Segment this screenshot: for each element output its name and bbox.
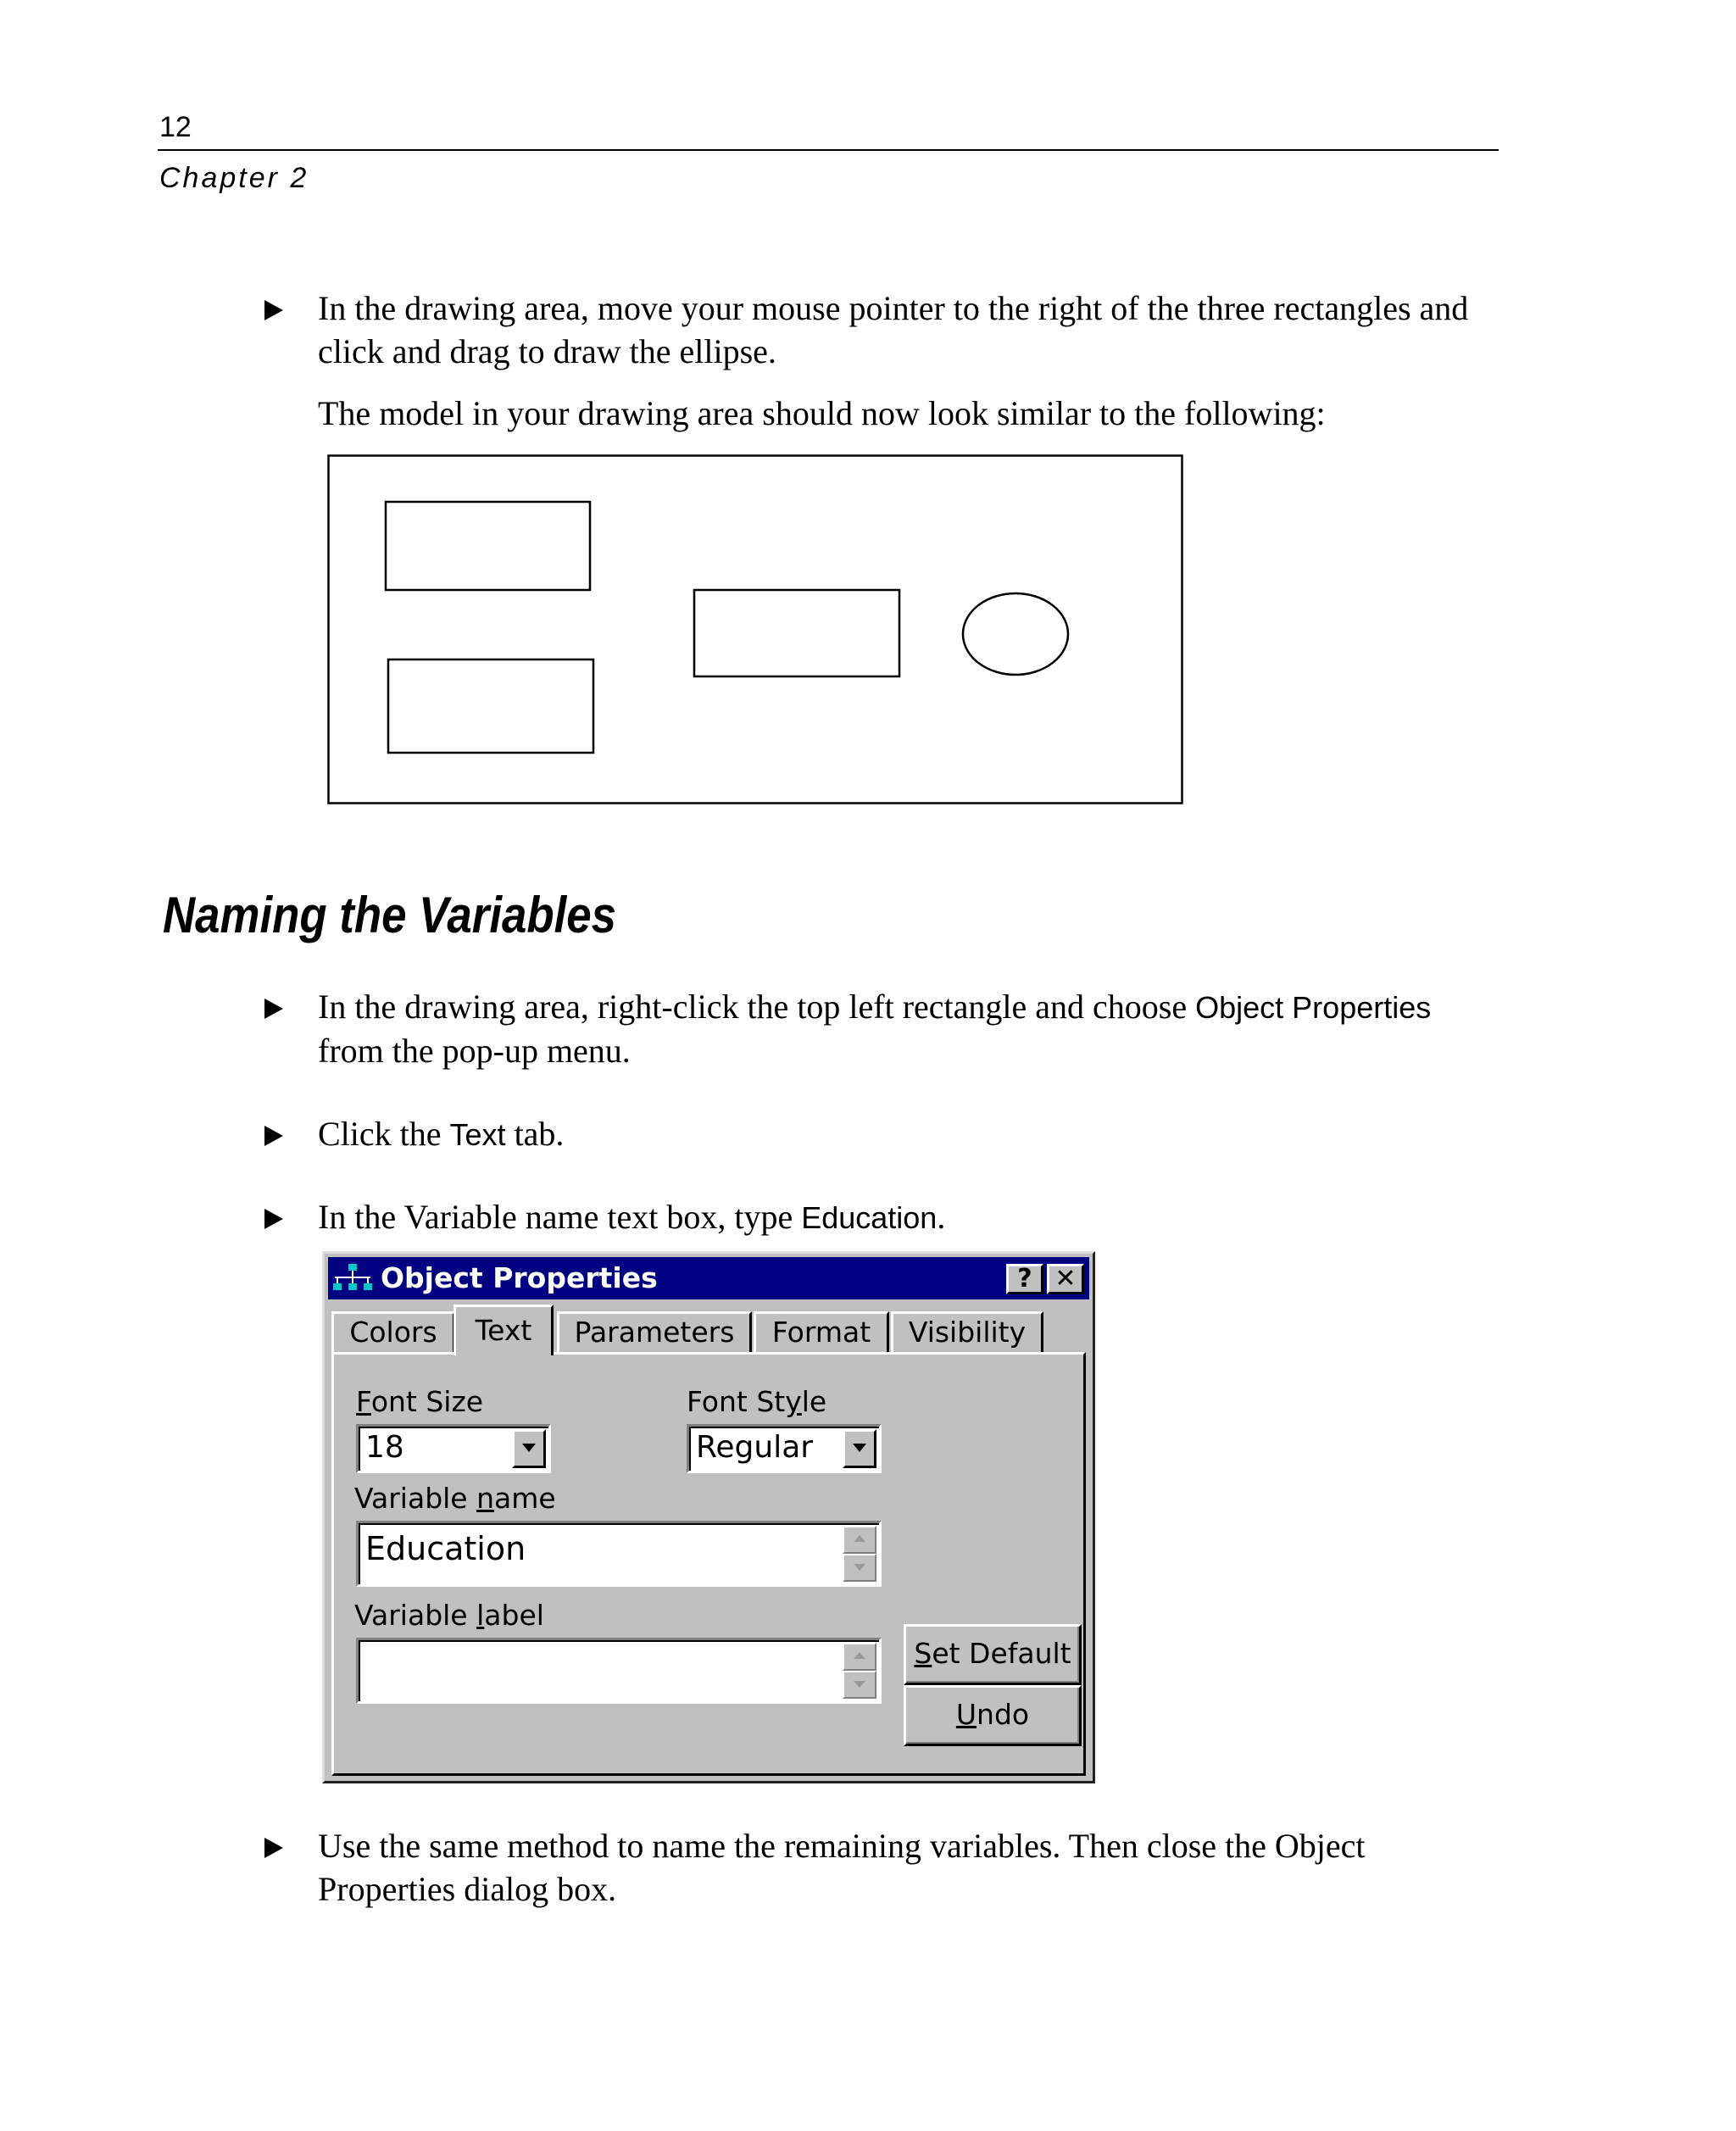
- close-button[interactable]: ✕: [1047, 1264, 1084, 1294]
- step-object-properties: [264, 985, 1502, 1072]
- set-default-button[interactable]: [904, 1624, 1082, 1685]
- ui-term-education: Education: [801, 1200, 938, 1235]
- bullet-arrow-icon: [264, 1126, 283, 1146]
- ui-term-text: Text: [449, 1117, 506, 1152]
- chevron-down-icon: [853, 1444, 866, 1452]
- font-style-combo[interactable]: [687, 1424, 882, 1473]
- step-text-part: In the drawing area, right-click the top left rectangle and choose: [318, 988, 1196, 1026]
- scroll-up-button[interactable]: [843, 1643, 876, 1671]
- bullet-arrow-icon: [264, 1838, 283, 1858]
- font-size-value: 18: [365, 1430, 404, 1465]
- bullet-arrow-icon: [264, 1209, 283, 1229]
- chevron-down-icon: [522, 1444, 536, 1452]
- mnemonic-key: S: [914, 1637, 932, 1670]
- mnemonic-key: U: [955, 1698, 977, 1731]
- label-text: Font St: [687, 1385, 786, 1418]
- section-heading: Naming the Variables: [163, 887, 617, 943]
- page-number: 12: [159, 111, 192, 143]
- label-text: abel: [484, 1599, 544, 1632]
- scroll-up-button[interactable]: [843, 1526, 876, 1554]
- step-name-remaining: [264, 1824, 1502, 1911]
- arrow-up-icon: [854, 1535, 865, 1542]
- model-diagram: [327, 454, 1185, 807]
- step-text-part: Click the: [318, 1115, 450, 1153]
- text-tab-panel: [331, 1352, 1086, 1776]
- font-size-label: [356, 1385, 483, 1419]
- step-text-part: tab.: [505, 1115, 565, 1153]
- chapter-label: Chapter 2: [159, 162, 309, 194]
- label-text: le: [801, 1385, 827, 1418]
- tab-text[interactable]: Text: [453, 1305, 554, 1355]
- button-label: ndo: [976, 1698, 1030, 1731]
- ui-term-object-properties: Object Properties: [1195, 990, 1432, 1025]
- variable-name-value: Education: [365, 1530, 526, 1567]
- tab-parameters[interactable]: Parameters: [557, 1311, 752, 1354]
- step-type-education: [264, 1195, 1502, 1239]
- undo-button[interactable]: [904, 1685, 1082, 1746]
- variable-name-label: [354, 1482, 556, 1516]
- variable-label-input[interactable]: [356, 1638, 882, 1704]
- step-draw-ellipse: [264, 287, 1502, 373]
- help-button[interactable]: ?: [1006, 1264, 1043, 1294]
- rectangle-top-left: [386, 502, 590, 590]
- step-text-part: In the Variable name text box, type: [318, 1198, 802, 1236]
- network-app-icon: [333, 1264, 372, 1294]
- tab-strip: [331, 1305, 1094, 1354]
- ellipse: [963, 593, 1068, 675]
- step-text: Use the same method to name the remaining variables. Then close the Object Properties dialog box.: [318, 1827, 1366, 1908]
- header-rule: [158, 149, 1499, 151]
- font-style-label: [687, 1385, 826, 1419]
- mnemonic-key: n: [476, 1482, 495, 1515]
- scroll-down-button[interactable]: [843, 1554, 876, 1582]
- label-text: Variable: [354, 1599, 477, 1632]
- step-text-part: from the pop-up menu.: [318, 1032, 631, 1070]
- scroll-down-button[interactable]: [843, 1671, 876, 1699]
- model-intro-paragraph: The model in your drawing area should now look similar to the following:: [318, 394, 1326, 432]
- font-style-dropdown-button[interactable]: [843, 1429, 876, 1468]
- step-text: [318, 1195, 1502, 1239]
- font-style-value: Regular: [696, 1430, 814, 1465]
- dialog-title-bar[interactable]: [328, 1257, 1089, 1299]
- label-text: Variable: [354, 1482, 477, 1515]
- step-click-text-tab: [264, 1112, 1502, 1156]
- arrow-down-icon: [854, 1681, 865, 1688]
- object-properties-dialog: [322, 1251, 1095, 1783]
- step-text: [318, 985, 1502, 1072]
- tab-colors[interactable]: Colors: [331, 1311, 455, 1354]
- rectangle-bottom-left: [388, 659, 593, 753]
- mnemonic-key: y: [785, 1385, 802, 1418]
- mnemonic-key: F: [356, 1385, 371, 1418]
- font-size-dropdown-button[interactable]: [512, 1429, 546, 1468]
- mnemonic-key: l: [476, 1599, 485, 1632]
- label-text: ame: [494, 1482, 556, 1515]
- variable-label-label: [354, 1599, 544, 1633]
- step-text-part: .: [937, 1198, 946, 1236]
- tab-visibility[interactable]: Visibility: [891, 1311, 1043, 1354]
- tab-format[interactable]: Format: [754, 1311, 889, 1354]
- bullet-arrow-icon: [264, 999, 283, 1019]
- step-text: [318, 1112, 1502, 1156]
- button-label: et Default: [932, 1637, 1071, 1670]
- bullet-arrow-icon: [264, 300, 283, 320]
- arrow-up-icon: [854, 1652, 865, 1659]
- label-text: ont Size: [370, 1385, 484, 1418]
- variable-name-input[interactable]: [356, 1521, 882, 1587]
- arrow-down-icon: [854, 1564, 865, 1571]
- font-size-combo[interactable]: [356, 1424, 551, 1473]
- step-text: In the drawing area, move your mouse pointer to the right of the three rectangles and click and drag to draw the ellipse.: [318, 289, 1469, 370]
- rectangle-middle: [694, 590, 899, 676]
- dialog-title: Object Properties: [381, 1261, 658, 1294]
